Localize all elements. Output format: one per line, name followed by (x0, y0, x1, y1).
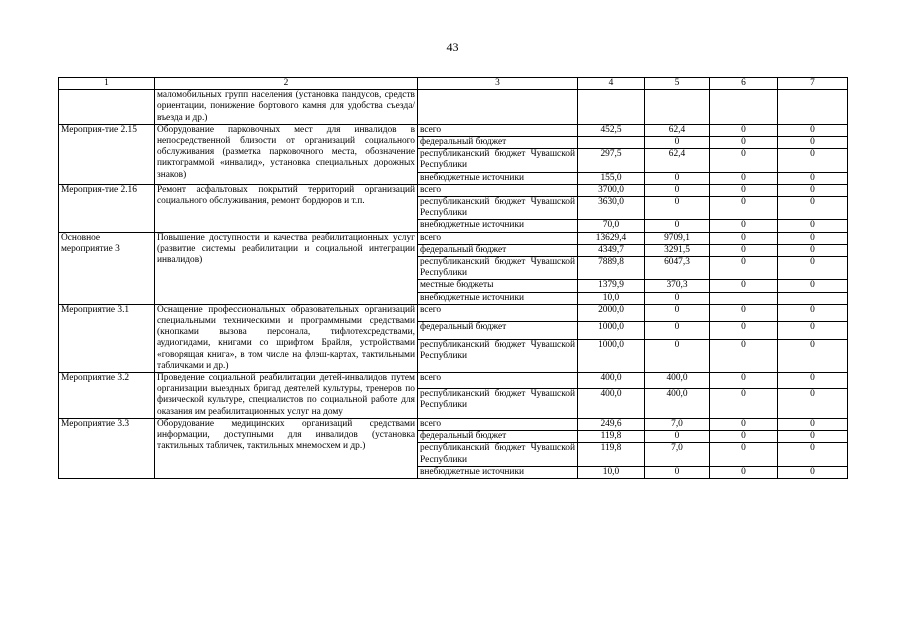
table-row (59, 124, 848, 136)
funding-source (418, 90, 578, 125)
amount-cell: 0 (778, 124, 848, 136)
funding-source: всего (418, 304, 578, 321)
amount-cell: 400,0 (645, 373, 710, 389)
amount-cell (710, 90, 778, 125)
column-header: 5 (645, 78, 710, 90)
funding-source: всего (418, 373, 578, 389)
amount-cell: 0 (645, 172, 710, 184)
amount-cell: 0 (710, 184, 778, 196)
funding-source: федеральный бюджет (418, 244, 578, 256)
amount-cell (578, 137, 645, 149)
amount-cell: 62,4 (645, 124, 710, 136)
amount-cell: 0 (710, 443, 778, 466)
amount-cell (645, 90, 710, 125)
funding-source: федеральный бюджет (418, 322, 578, 339)
amount-cell: 0 (710, 418, 778, 430)
measure-name: Основное мероприятие 3 (59, 232, 155, 304)
measure-name: Мероприятие 3.2 (59, 373, 155, 419)
amount-cell: 10,0 (578, 292, 645, 304)
amount-cell: 0 (778, 220, 848, 232)
amount-cell: 0 (710, 373, 778, 389)
funding-source: внебюджетные источники (418, 466, 578, 478)
amount-cell: 1000,0 (578, 322, 645, 339)
amount-cell (710, 292, 778, 304)
column-header: 3 (418, 78, 578, 90)
amount-cell: 0 (710, 431, 778, 443)
amount-cell: 0 (645, 197, 710, 220)
measure-description: маломобильных групп населения (установка пандусов, средств ориентации, понижение бортового камня для удобства съезда/въезда и др.) (155, 90, 418, 125)
amount-cell: 249,6 (578, 418, 645, 430)
amount-cell: 0 (778, 172, 848, 184)
amount-cell: 0 (710, 137, 778, 149)
funding-source: внебюджетные источники (418, 220, 578, 232)
funding-source: всего (418, 124, 578, 136)
funding-source: республиканский бюджет Чувашской Республики (418, 197, 578, 220)
amount-cell: 0 (778, 184, 848, 196)
amount-cell: 119,8 (578, 431, 645, 443)
measure-description: Проведение социальной реабилитации детей-инвалидов путем организации выездных бригад деятелей культуры, тренеров по физической культуре, специалистов по социальной работе для оказания им реабилитационных услуг на дому (155, 373, 418, 419)
amount-cell: 9709,1 (645, 232, 710, 244)
header-row (59, 78, 848, 90)
amount-cell: 0 (710, 220, 778, 232)
amount-cell: 0 (710, 232, 778, 244)
amount-cell: 0 (645, 322, 710, 339)
amount-cell: 7889,8 (578, 257, 645, 280)
amount-cell: 0 (645, 292, 710, 304)
funding-source: республиканский бюджет Чувашской Республики (418, 443, 578, 466)
amount-cell: 0 (778, 304, 848, 321)
amount-cell: 0 (645, 304, 710, 321)
amount-cell: 155,0 (578, 172, 645, 184)
amount-cell: 0 (710, 149, 778, 172)
measure-name: Мероприя-тие 2.16 (59, 184, 155, 232)
amount-cell: 0 (710, 244, 778, 256)
amount-cell: 0 (710, 124, 778, 136)
table-row (59, 232, 848, 244)
table-row (59, 90, 848, 125)
funding-source: республиканский бюджет Чувашской Республики (418, 339, 578, 372)
amount-cell: 4349,7 (578, 244, 645, 256)
funding-source: внебюджетные источники (418, 172, 578, 184)
amount-cell: 297,5 (578, 149, 645, 172)
table-row (59, 418, 848, 430)
amount-cell: 400,0 (578, 388, 645, 418)
amount-cell: 3700,0 (578, 184, 645, 196)
funding-source: всего (418, 184, 578, 196)
column-header: 4 (578, 78, 645, 90)
amount-cell: 7,0 (645, 418, 710, 430)
measure-description: Оснащение профессиональных образовательных организаций специальными техническими и программными средствами (кнопками вызова персонала, тифлотехсредствами, аудиогидами, книгами со шрифтом Брайля, устройствами «говорящая книга», в том числе на флэш-картах, тактильными табличками и др.) (155, 304, 418, 372)
amount-cell: 0 (710, 257, 778, 280)
amount-cell: 0 (778, 244, 848, 256)
funding-source: республиканский бюджет Чувашской Республики (418, 257, 578, 280)
amount-cell: 62,4 (645, 149, 710, 172)
funding-source: внебюджетные источники (418, 292, 578, 304)
amount-cell: 0 (778, 443, 848, 466)
table-row (59, 304, 848, 321)
amount-cell: 0 (710, 388, 778, 418)
measure-name: Мероприятие 3.3 (59, 418, 155, 478)
amount-cell: 0 (710, 322, 778, 339)
measure-name (59, 90, 155, 125)
amount-cell: 3291,5 (645, 244, 710, 256)
amount-cell: 10,0 (578, 466, 645, 478)
amount-cell (578, 90, 645, 125)
amount-cell: 0 (778, 197, 848, 220)
amount-cell: 400,0 (578, 373, 645, 389)
amount-cell: 119,8 (578, 443, 645, 466)
amount-cell: 13629,4 (578, 232, 645, 244)
funding-source: республиканский бюджет Чувашской Республики (418, 388, 578, 418)
funding-source: всего (418, 232, 578, 244)
amount-cell: 0 (645, 220, 710, 232)
measure-description: Повышение доступности и качества реабилитационных услуг (развитие системы реабилитации и социальной интеграции инвалидов) (155, 232, 418, 304)
amount-cell: 1379,9 (578, 280, 645, 292)
amount-cell: 400,0 (645, 388, 710, 418)
amount-cell: 370,3 (645, 280, 710, 292)
funding-source: республиканский бюджет Чувашской Республики (418, 149, 578, 172)
amount-cell (778, 90, 848, 125)
amount-cell: 0 (710, 304, 778, 321)
amount-cell: 0 (710, 172, 778, 184)
funding-source: федеральный бюджет (418, 137, 578, 149)
amount-cell: 6047,3 (645, 257, 710, 280)
amount-cell: 7,0 (645, 443, 710, 466)
amount-cell: 0 (778, 373, 848, 389)
column-header: 6 (710, 78, 778, 90)
measure-description: Ремонт асфальтовых покрытий территорий организаций социального обслуживания, ремонт бордюров и т.п. (155, 184, 418, 232)
program-table (58, 77, 848, 479)
funding-source: всего (418, 418, 578, 430)
column-header: 1 (59, 78, 155, 90)
column-header: 2 (155, 78, 418, 90)
funding-source: местные бюджеты (418, 280, 578, 292)
amount-cell: 0 (778, 137, 848, 149)
amount-cell: 452,5 (578, 124, 645, 136)
amount-cell: 0 (778, 232, 848, 244)
measure-description: Оборудование парковочных мест для инвалидов в непосредственной близости от организаций социального обслуживания (разметка парковочного места, обозначение пиктограммой «инвалид», установка специальных дорожных знаков) (155, 124, 418, 184)
amount-cell: 0 (778, 418, 848, 430)
amount-cell: 0 (778, 149, 848, 172)
funding-source: федеральный бюджет (418, 431, 578, 443)
amount-cell (778, 292, 848, 304)
amount-cell: 1000,0 (578, 339, 645, 372)
amount-cell: 0 (645, 431, 710, 443)
column-header: 7 (778, 78, 848, 90)
table-row (59, 373, 848, 389)
amount-cell: 2000,0 (578, 304, 645, 321)
amount-cell: 0 (778, 388, 848, 418)
amount-cell: 70,0 (578, 220, 645, 232)
amount-cell: 0 (710, 466, 778, 478)
amount-cell: 0 (778, 257, 848, 280)
amount-cell: 0 (645, 339, 710, 372)
amount-cell: 0 (778, 466, 848, 478)
amount-cell: 0 (778, 339, 848, 372)
page-number: 43 (446, 40, 459, 54)
measure-name: Мероприятие 3.1 (59, 304, 155, 372)
amount-cell: 3630,0 (578, 197, 645, 220)
amount-cell: 0 (778, 322, 848, 339)
amount-cell: 0 (710, 197, 778, 220)
measure-name: Мероприя-тие 2.15 (59, 124, 155, 184)
amount-cell: 0 (710, 339, 778, 372)
amount-cell: 0 (778, 431, 848, 443)
amount-cell: 0 (645, 137, 710, 149)
amount-cell: 0 (645, 184, 710, 196)
amount-cell: 0 (778, 280, 848, 292)
measure-description: Оборудование медицинских организаций средствами информации, доступными для инвалидов (установка тактильных табличек, тактильных мнемосхем и др.) (155, 418, 418, 478)
amount-cell: 0 (645, 466, 710, 478)
table-row (59, 184, 848, 196)
amount-cell: 0 (710, 280, 778, 292)
